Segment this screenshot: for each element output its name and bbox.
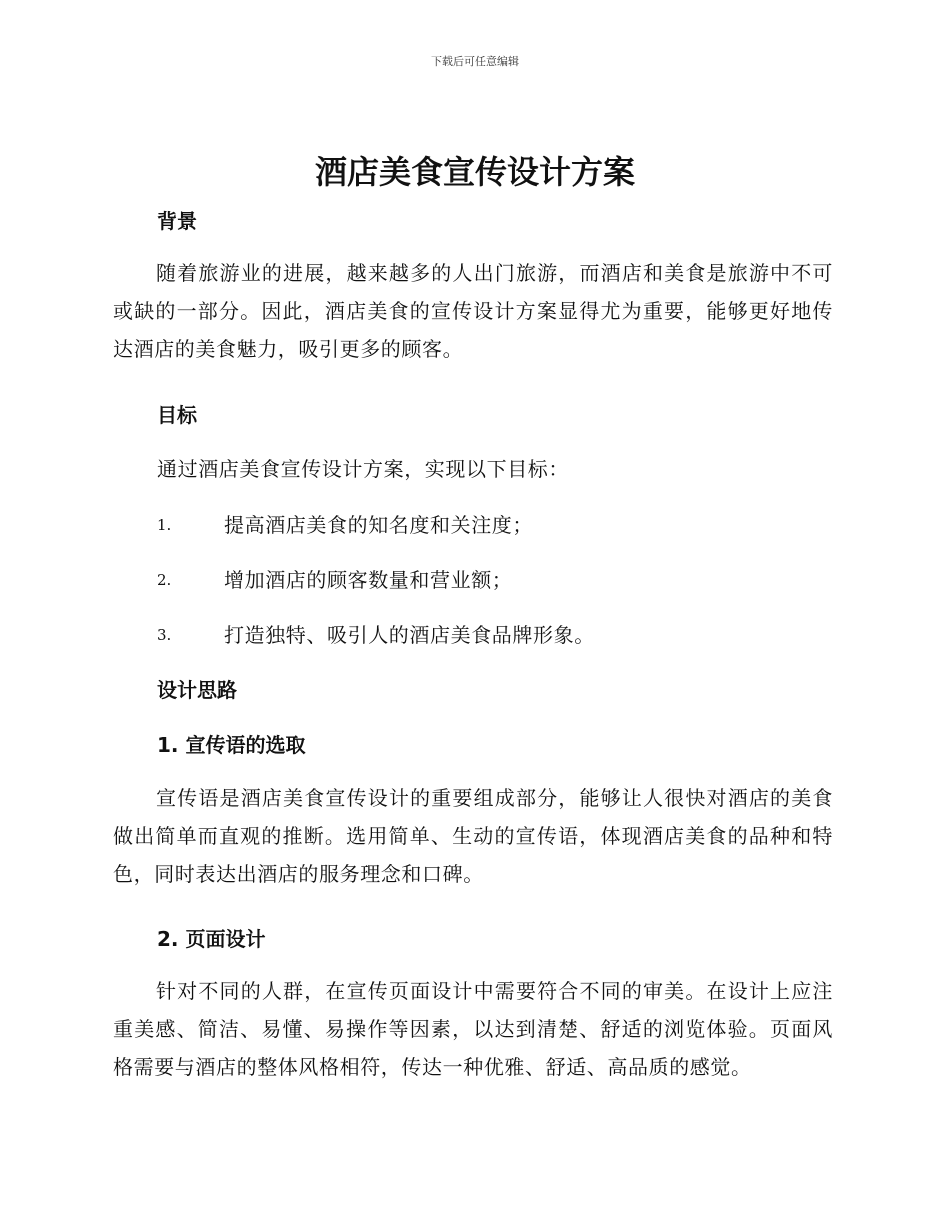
background-paragraph: 随着旅游业的进展，越来越多的人出门旅游，而酒店和美食是旅游中不可或缺的一部分。因此，酒店美食的宣传设计方案显得尤为重要，能够更好地传达酒店的美食魅力，吸引更多的顾客。 [113,261,833,361]
list-item-text: 打造独特、吸引人的酒店美食品牌形象。 [224,623,595,647]
section-heading-design: 设计思路 [157,678,237,702]
document-title: 酒店美食宣传设计方案 [314,153,635,191]
list-item-text: 提高酒店美食的知名度和关注度； [224,513,533,537]
subsection-heading-page-design: 2. 页面设计 [157,927,266,951]
list-item-number: 1. [157,516,172,534]
slogan-paragraph: 宣传语是酒店美食宣传设计的重要组成部分，能够让人很快对酒店的美食做出简单而直观的推断。选用简单、生动的宣传语，体现酒店美食的品种和特色，同时表达出酒店的服务理念和口碑。 [113,786,833,886]
list-item-text: 增加酒店的顾客数量和营业额； [224,568,513,592]
list-item-number: 3. [157,626,172,644]
section-heading-goals: 目标 [157,403,197,427]
section-heading-background: 背景 [157,209,197,233]
page-design-paragraph: 针对不同的人群，在宣传页面设计中需要符合不同的审美。在设计上应注重美感、简洁、易懂、易操作等因素，以达到清楚、舒适的浏览体验。页面风格需要与酒店的整体风格相符，传达一种优雅、舒适、高品质的感觉。 [113,979,833,1079]
list-item [157,621,837,649]
list-item [157,566,837,594]
list-item [157,511,837,539]
list-item-number: 2. [157,571,172,589]
goals-intro: 通过酒店美食宣传设计方案，实现以下目标： [157,457,569,481]
header-note: 下载后可任意编辑 [431,55,519,68]
subsection-heading-slogan: 1. 宣传语的选取 [157,733,306,757]
